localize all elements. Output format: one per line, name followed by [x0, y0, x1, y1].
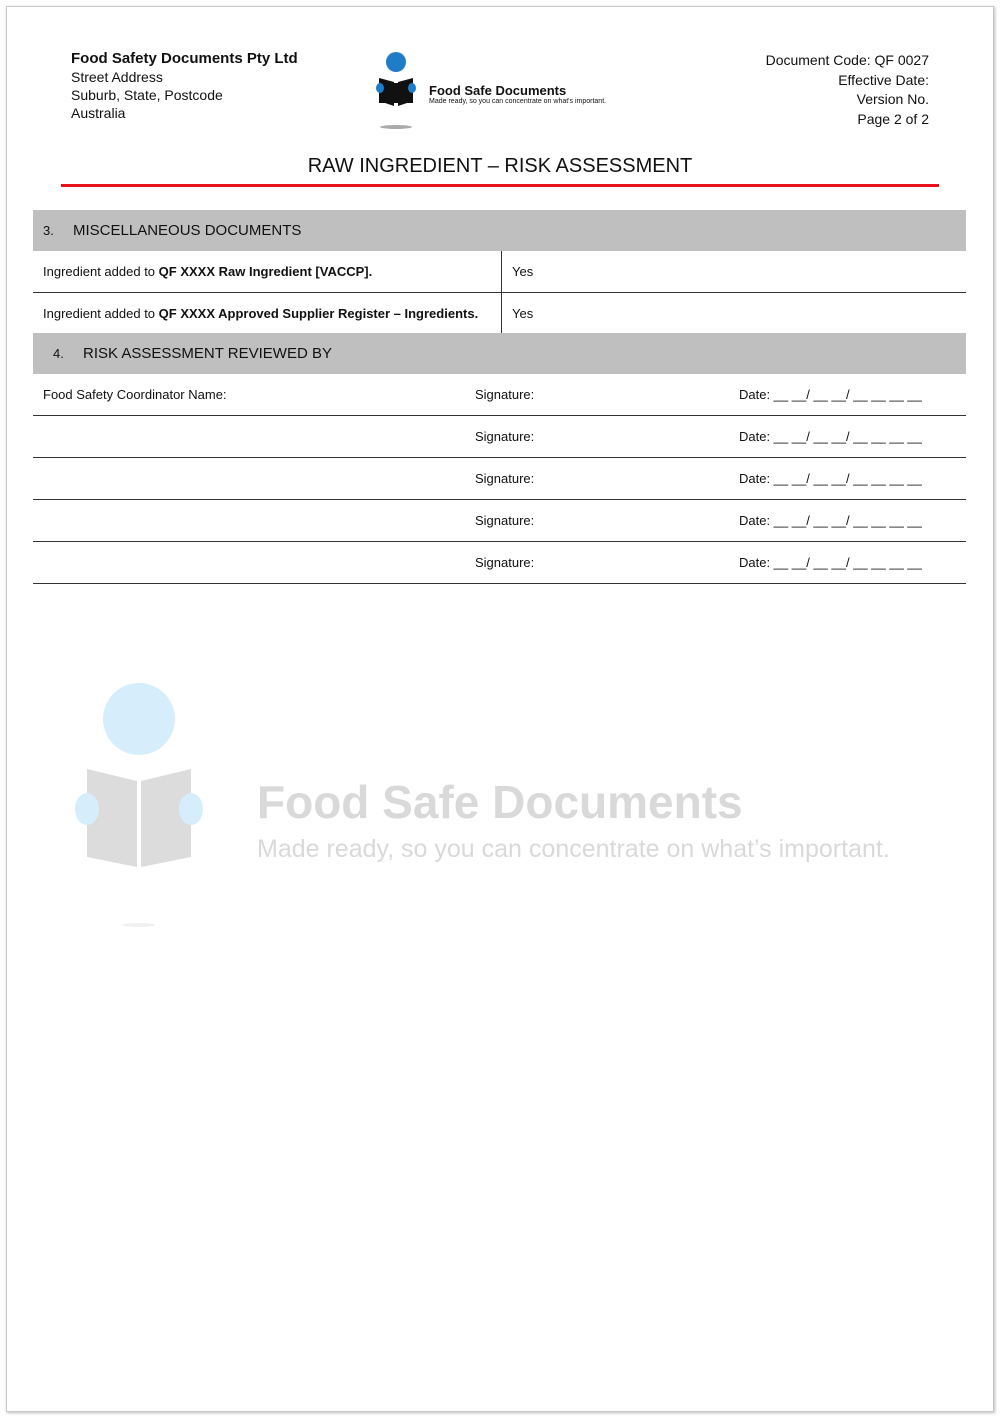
misc-documents-table — [33, 210, 966, 334]
company-name: Food Safety Documents Pty Ltd — [71, 50, 298, 67]
date-field[interactable]: Date: __ __/ __ __/ __ __ __ __ — [729, 542, 966, 584]
watermark-logo — [73, 681, 207, 936]
row-value: Yes — [502, 251, 967, 293]
watermark-name: Food Safe Documents — [257, 776, 743, 828]
header-logo — [373, 51, 607, 136]
signoff-row — [33, 542, 966, 584]
document-reference: QF XXXX Approved Supplier Register – Ingredients. — [158, 306, 479, 321]
row-label: Ingredient added to — [43, 306, 159, 321]
document-code: Document Code: QF 0027 — [765, 52, 929, 68]
name-label: Food Safety Coordinator Name: — [33, 374, 465, 416]
name-field[interactable] — [33, 542, 465, 584]
logo-tagline: Made ready, so you can concentrate on what's important. — [429, 98, 607, 105]
suburb: Suburb, State, Postcode — [71, 87, 223, 103]
date-field[interactable]: Date: __ __/ __ __/ __ __ __ __ — [729, 500, 966, 542]
page-number: Page 2 of 2 — [857, 110, 929, 127]
signoff-row — [33, 416, 966, 458]
effective-date: Effective Date: — [838, 71, 929, 88]
signature-field[interactable]: Signature: — [465, 500, 729, 542]
title-divider — [61, 184, 939, 187]
logo-name: Food Safe Documents — [429, 83, 567, 98]
section-header — [33, 210, 966, 251]
table-row — [33, 251, 966, 293]
signature-field[interactable]: Signature: — [465, 374, 729, 416]
document-reference: QF XXXX Raw Ingredient [VACCP]. — [158, 264, 373, 279]
street-address: Street Address — [71, 69, 163, 85]
signature-field[interactable]: Signature: — [465, 542, 729, 584]
document-title: RAW INGREDIENT – RISK ASSESSMENT — [307, 155, 693, 177]
signature-field[interactable]: Signature: — [465, 458, 729, 500]
signature-field[interactable]: Signature: — [465, 416, 729, 458]
reader-logo-icon — [373, 51, 417, 131]
reviewed-by-table — [33, 333, 966, 584]
document-info — [766, 51, 929, 129]
section-number: 4. — [53, 346, 64, 361]
country: Australia — [71, 105, 126, 121]
date-field[interactable]: Date: __ __/ __ __/ __ __ __ __ — [729, 458, 966, 500]
date-field[interactable]: Date: __ __/ __ __/ __ __ __ __ — [729, 416, 966, 458]
name-field[interactable] — [33, 416, 465, 458]
name-field[interactable] — [33, 500, 465, 542]
name-field[interactable] — [33, 458, 465, 500]
row-label: Ingredient added to — [43, 264, 159, 279]
table-row — [33, 293, 966, 335]
signoff-row — [33, 458, 966, 500]
signoff-row — [33, 500, 966, 542]
section-header — [33, 333, 966, 374]
document-page — [6, 6, 994, 1412]
version-number: Version No. — [856, 91, 929, 107]
section-title: MISCELLANEOUS DOCUMENTS — [73, 222, 302, 239]
company-address — [71, 49, 298, 122]
watermark-tagline: Made ready, so you can concentrate on what’s important. — [257, 835, 890, 863]
date-field[interactable]: Date: __ __/ __ __/ __ __ __ __ — [729, 374, 966, 416]
row-value: Yes — [512, 306, 534, 321]
section-title: RISK ASSESSMENT REVIEWED BY — [83, 345, 332, 362]
signoff-row — [33, 374, 966, 416]
watermark-reader-icon — [73, 681, 207, 931]
section-number: 3. — [43, 223, 54, 238]
